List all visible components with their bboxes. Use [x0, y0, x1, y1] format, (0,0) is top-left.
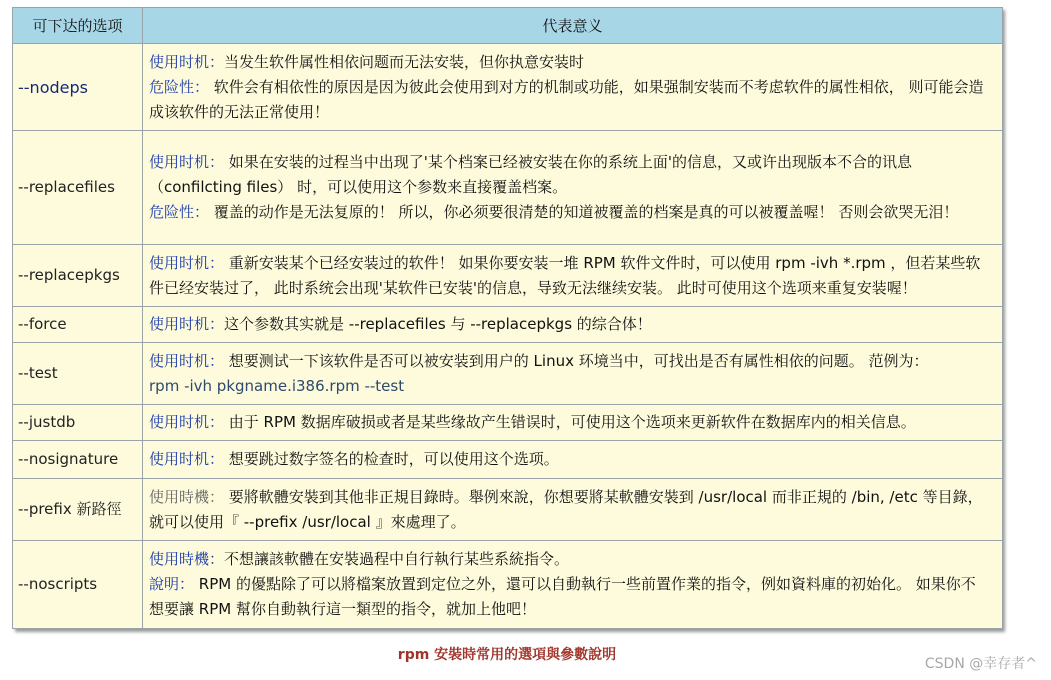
- table-row: [13, 343, 1003, 405]
- line-label: 使用时机：: [149, 253, 225, 272]
- description-line: [149, 349, 990, 374]
- description-line: [149, 150, 990, 200]
- option-name: --replacefiles: [13, 131, 143, 245]
- option-description: [143, 245, 1003, 307]
- description-line: [149, 312, 990, 337]
- line-label: 使用时机：: [149, 450, 225, 468]
- table-row: [13, 44, 1003, 131]
- option-name: --prefix 新路徑: [13, 479, 143, 541]
- line-label: 使用时机：: [149, 315, 225, 333]
- description-line: [149, 485, 990, 535]
- table-row: [13, 245, 1003, 307]
- description-line: [149, 572, 990, 622]
- option-description: [143, 44, 1003, 131]
- option-name: --noscripts: [13, 541, 143, 629]
- line-text: 覆盖的动作是无法复原的！ 所以，你必须要很清楚的知道被覆盖的档案是真的可以被覆盖喔！ 否则会欲哭无泪！: [209, 203, 959, 221]
- description-line: [149, 447, 990, 472]
- line-label: 使用时机：: [149, 52, 225, 71]
- option-name: --justdb: [13, 405, 143, 441]
- line-label: 使用時機：: [149, 487, 225, 506]
- rpm-options-table: [12, 7, 1003, 629]
- line-text: 不想讓該軟體在安裝過程中自行執行某些系統指令。: [224, 550, 570, 568]
- line-text: 重新安装某个已经安装过的软件！ 如果你要安装一堆 RPM 软件文件时，可以使用 rpm -ivh *.rpm ，但若某些软件已经安装过了， 此时系统会出现'某软件已安装'的信息，导致无法继续安装。 此时可使用这个选项来重复安装喔！: [149, 253, 981, 297]
- option-description: [143, 405, 1003, 441]
- line-text: 软件会有相依性的原因是因为彼此会使用到对方的机制或功能，如果强制安装而不考虑软件的属性相依， 则可能会造成该软件的无法正常使用！: [149, 77, 984, 121]
- table-row: [13, 541, 1003, 629]
- option-description: [143, 541, 1003, 629]
- line-label: 危险性：: [149, 77, 210, 96]
- line-text: RPM 的優點除了可以將檔案放置到定位之外，還可以自動執行一些前置作業的指令，例如資料庫的初始化。 如果你不想要讓 RPM 幫你自動執行這一類型的指令，就加上他吧！: [149, 575, 976, 618]
- table-row: [13, 405, 1003, 441]
- line-label: 說明：: [149, 575, 195, 593]
- option-name: --nosignature: [13, 441, 143, 479]
- description-line: [149, 410, 990, 435]
- options-table-container: [12, 7, 1002, 629]
- line-text: 如果在安装的过程当中出现了'某个档案已经被安装在你的系统上面'的信息，又或许出现版本不合的讯息 （confilcting files） 时，可以使用这个参数来直接覆盖档案。: [149, 153, 913, 196]
- csdn-watermark: CSDN @幸存者^: [924, 656, 1037, 672]
- header-option: 可下达的选项: [13, 8, 143, 44]
- description-line: [149, 50, 990, 75]
- description-line: [149, 75, 990, 125]
- line-label: 使用时机：: [149, 153, 225, 171]
- table-row: [13, 307, 1003, 343]
- option-name: --force: [13, 307, 143, 343]
- table-row: [13, 441, 1003, 479]
- line-label: 使用时机：: [149, 351, 225, 370]
- table-caption: rpm 安裝時常用的選項與參數說明: [397, 647, 617, 663]
- header-meaning: 代表意义: [143, 8, 1003, 44]
- option-description: [143, 441, 1003, 479]
- table-row: [13, 131, 1003, 245]
- line-label: 使用時機：: [149, 550, 225, 568]
- option-description: [143, 131, 1003, 245]
- line-text: 这个参数其实就是 --replacefiles 与 --replacepkgs 的综合体！: [224, 315, 652, 333]
- description-line: [149, 200, 990, 225]
- line-text: 想要测试一下该软件是否可以被安装到用户的 Linux 环境当中，可找出是否有属性相依的问题。 范例为：: [224, 351, 929, 370]
- line-text: 要將軟體安裝到其他非正規目錄時。舉例來說，你想要將某軟體安裝到 /usr/local 而非正規的 /bin, /etc 等目錄， 就可以使用『 --prefix /usr/local 』來處理了。: [149, 487, 983, 531]
- option-description: [143, 307, 1003, 343]
- line-text: 由于 RPM 数据库破损或者是某些缘故产生错误时，可使用这个选项来更新软件在数据库内的相关信息。: [224, 413, 916, 431]
- description-line: [149, 251, 990, 301]
- example-command: rpm -ivh pkgname.i386.rpm --test: [149, 376, 405, 395]
- line-label: 危险性：: [149, 203, 210, 221]
- option-description: [143, 479, 1003, 541]
- description-line: [149, 547, 990, 572]
- table-row: [13, 479, 1003, 541]
- line-text: 当发生软件属性相依问题而无法安装，但你执意安装时: [224, 52, 585, 71]
- line-text: 想要跳过数字签名的检查时，可以使用这个选项。: [224, 450, 559, 468]
- option-name: --replacepkgs: [13, 245, 143, 307]
- option-description: [143, 343, 1003, 405]
- option-name: --nodeps: [13, 44, 143, 131]
- option-name: --test: [13, 343, 143, 405]
- table-header-row: [13, 8, 1003, 44]
- line-label: 使用时机：: [149, 413, 225, 431]
